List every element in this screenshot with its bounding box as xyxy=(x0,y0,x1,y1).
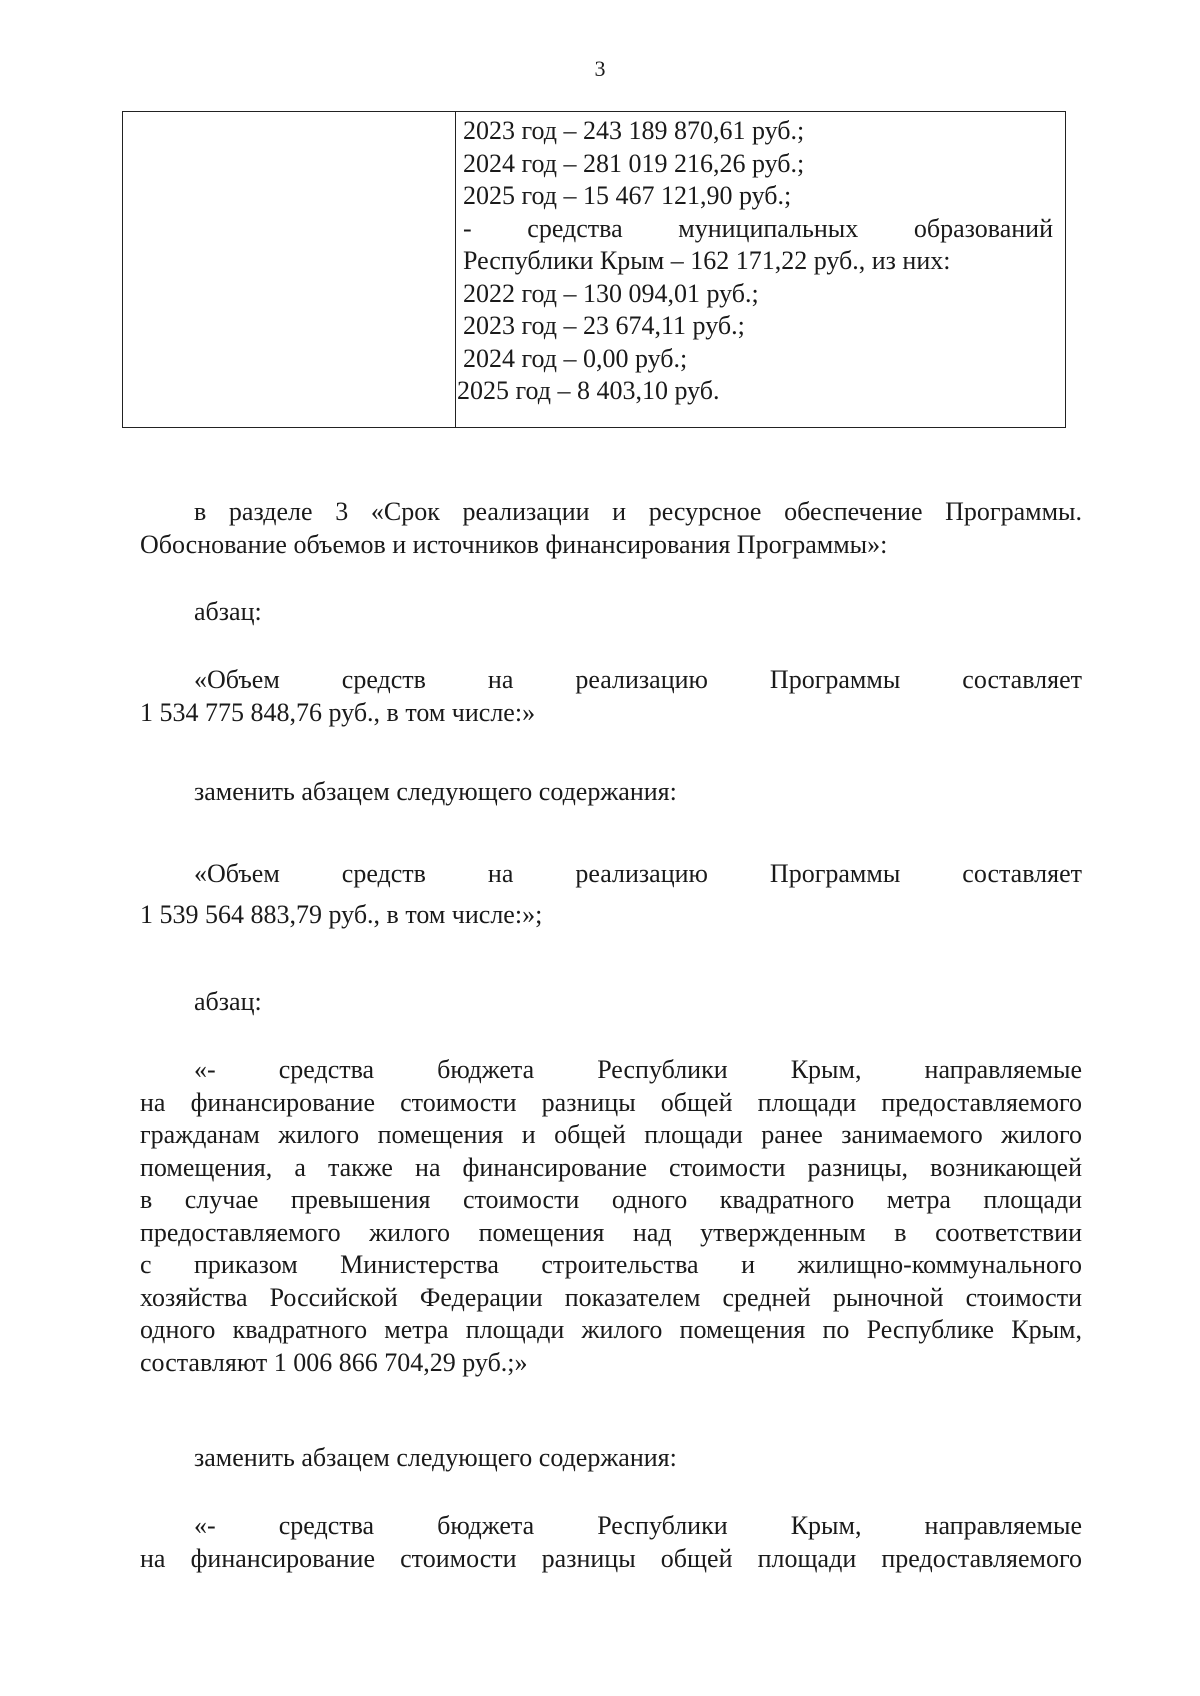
table-row: 2023 год – 23 674,11 руб.; xyxy=(463,311,745,340)
table-row: 2025 год – 15 467 121,90 руб.; xyxy=(463,181,792,210)
old-budget-line: хозяйства Российской Федерации показателем средней рыночной стоимости xyxy=(140,1282,1082,1312)
table-right-cell xyxy=(457,115,1053,408)
section-intro-line-1: в разделе 3 «Срок реализации и ресурсное обеспечение Программы. xyxy=(194,497,1082,526)
section-intro xyxy=(140,496,1082,561)
new-volume-line-2: 1 539 564 883,79 руб., в том числе:»; xyxy=(140,899,543,929)
section-intro-line-2: Обоснование объемов и источников финансирования Программы»: xyxy=(140,529,888,559)
new-volume-line-1: «Объем средств на реализацию Программы составляет xyxy=(194,859,1082,888)
old-budget-line: предоставляемого жилого помещения над утвержденным в соответствии xyxy=(140,1217,1082,1247)
table-column-divider xyxy=(455,112,456,427)
table-row: Республики Крым – 162 171,22 руб., из них: xyxy=(463,246,951,275)
table-row: 2024 год – 281 019 216,26 руб.; xyxy=(463,148,805,178)
abzac-label-1: абзац: xyxy=(194,597,262,626)
financing-table xyxy=(122,111,1066,428)
new-budget-paragraph xyxy=(140,1510,1082,1575)
old-budget-line: с приказом Министерства строительства и жилищно-коммунального xyxy=(140,1250,1082,1279)
table-row: 2022 год – 130 094,01 руб.; xyxy=(463,278,759,308)
old-budget-paragraph xyxy=(140,1054,1082,1379)
old-budget-line: гражданам жилого помещения и общей площади ранее занимаемого жилого xyxy=(140,1120,1082,1149)
new-budget-line-1: «- средства бюджета Республики Крым, направляемые xyxy=(194,1511,1082,1540)
table-row: 2023 год – 243 189 870,61 руб.; xyxy=(463,116,805,145)
old-budget-line-1: «- средства бюджета Республики Крым, направляемые xyxy=(194,1055,1082,1084)
new-volume-paragraph xyxy=(140,858,1082,931)
old-volume-line-2: 1 534 775 848,76 руб., в том числе:» xyxy=(140,697,536,727)
old-budget-last-line: составляют 1 006 866 704,29 руб.;» xyxy=(140,1347,528,1377)
abzac-label-2: абзац: xyxy=(194,987,262,1016)
old-budget-line: помещения, а также на финансирование стоимости разницы, возникающей xyxy=(140,1152,1082,1182)
old-budget-line: в случае превышения стоимости одного квадратного метра площади xyxy=(140,1185,1082,1214)
table-row: - средства муниципальных образований xyxy=(463,213,1053,243)
old-budget-line: одного квадратного метра площади жилого помещения по Республике Крым, xyxy=(140,1315,1082,1344)
new-budget-line-2: на финансирование стоимости разницы общей площади предоставляемого xyxy=(140,1543,1082,1573)
old-budget-line: на финансирование стоимости разницы общей площади предоставляемого xyxy=(140,1087,1082,1117)
old-volume-line-1: «Объем средств на реализацию Программы составляет xyxy=(194,665,1082,694)
old-volume-paragraph xyxy=(140,664,1082,729)
replace-label-2: заменить абзацем следующего содержания: xyxy=(194,1443,677,1472)
table-row: 2024 год – 0,00 руб.; xyxy=(463,343,688,373)
page-number: 3 xyxy=(594,56,606,81)
table-row: 2025 год – 8 403,10 руб. xyxy=(457,376,720,405)
replace-label-1: заменить абзацем следующего содержания: xyxy=(194,777,677,806)
